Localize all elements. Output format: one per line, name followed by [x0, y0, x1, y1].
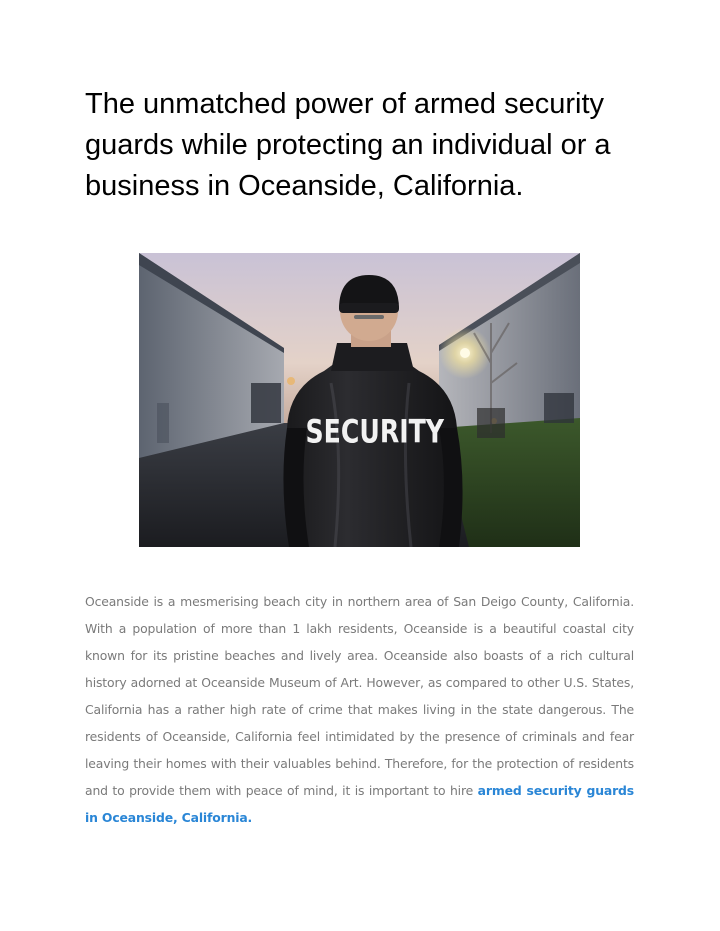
document-title: The unmatched power of armed security guards while protecting an individual or a business in Oceanside, California. — [85, 88, 611, 202]
body-paragraph — [85, 588, 634, 831]
jacket-security-text: SECURITY — [305, 412, 445, 451]
security-guard-photo — [139, 253, 580, 547]
body-text: Oceanside is a mesmerising beach city in northern area of San Deigo County, California. With a population of more than 1 lakh residents, Oceanside is a beautiful coastal city known for its pristine beaches and lively area. Oceanside also boasts of a rich cultural history adorned at Oceanside Museum of Art. However, as compared to other U.S. States, California has a rather high rate of crime that makes living in the state dangerous. The residents of Oceanside, California feel intimidated by the presence of criminals and fear leaving their homes with their valuables behind. Therefore, for the protection of residents and to provide them with peace of mind, it is important to hire — [85, 594, 634, 798]
armed-security-link[interactable]: armed security guards in Oceanside, California. — [85, 783, 634, 825]
